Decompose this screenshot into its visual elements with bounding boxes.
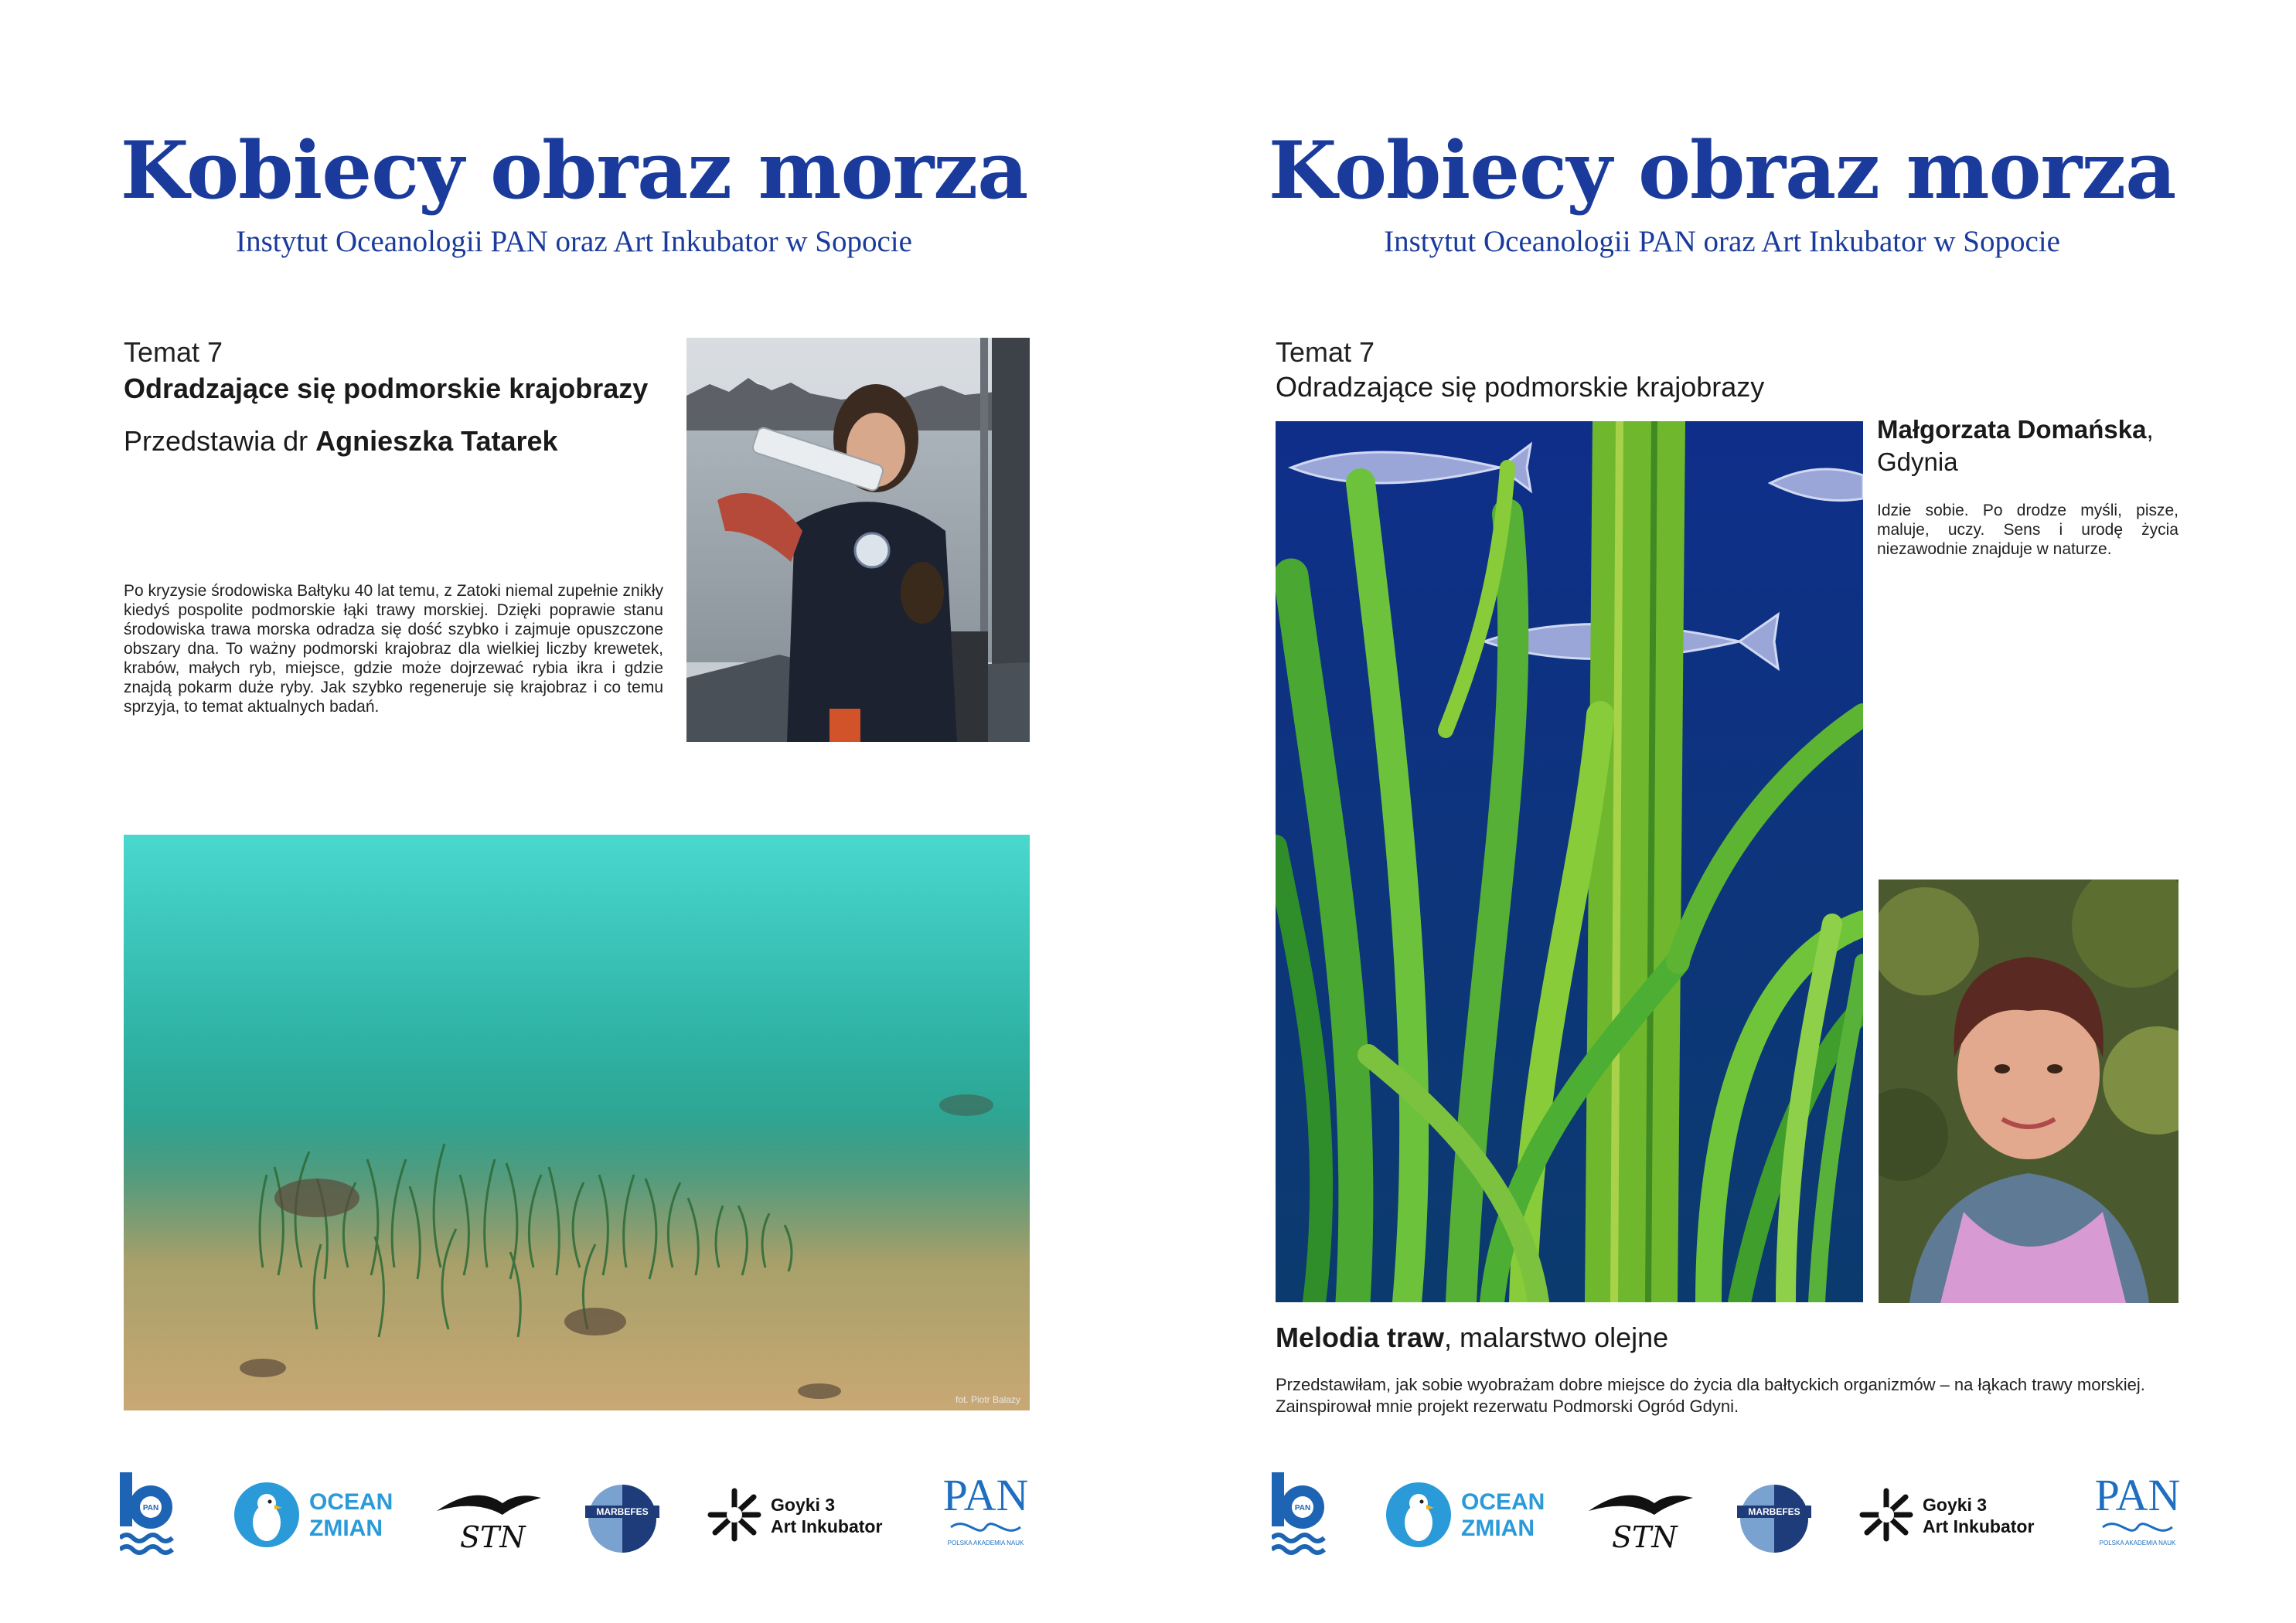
- marbefes-logo: [1736, 1476, 1813, 1553]
- pan-logo-caption: POLSKA AKADEMIA NAUK: [2099, 1540, 2176, 1546]
- marbefes-logo-text: MARBEFES: [596, 1506, 649, 1517]
- topic-title: Odradzające się podmorskie krajobrazy: [1276, 371, 1765, 403]
- artist-portrait: [1879, 880, 2178, 1303]
- presenter-prefix: Przedstawia dr: [124, 425, 316, 457]
- stn-logo-text: STN: [460, 1520, 526, 1553]
- page-subtitle: Instytut Oceanologii PAN oraz Art Inkubator w Sopocie: [1384, 225, 2060, 258]
- page-title: Kobiecy obraz morza: [120, 124, 1028, 217]
- presenter-line: [124, 425, 558, 458]
- stn-logo: [429, 1476, 545, 1553]
- goyki-art-inkubator-logo: [1859, 1488, 2060, 1550]
- painting-melodia-traw: [1276, 421, 1863, 1302]
- artist-name: Małgorzata Domańska: [1877, 415, 2147, 444]
- iopan-logo-text: PAN: [1294, 1504, 1311, 1512]
- iopan-logo: [1272, 1472, 1326, 1557]
- topic-number: Temat 7: [124, 336, 223, 368]
- ocean-zmian-line1: OCEAN: [309, 1489, 393, 1515]
- sponsor-logos: [1272, 1468, 2188, 1561]
- artwork-title: Melodia traw: [1276, 1322, 1445, 1353]
- sponsor-logos: [120, 1468, 1036, 1561]
- ocean-zmian-logo: [1384, 1480, 1545, 1550]
- artist-name-comma: ,: [2146, 415, 2154, 444]
- artist-city: Gdynia: [1877, 447, 1958, 476]
- iopan-logo-text: PAN: [142, 1504, 159, 1512]
- pan-logo: [935, 1472, 1036, 1557]
- artwork-description: Przedstawiłam, jak sobie wyobrażam dobre miejsce do życia dla bałtyckich organizmów – na łąkach trawy morskiej. Zainspirował mnie projekt rezerwatu Podmorski Ogród Gdyni.: [1276, 1375, 2145, 1416]
- artist-info: [1877, 413, 2154, 478]
- goyki-art-inkubator-logo: [707, 1488, 908, 1550]
- marbefes-logo: [584, 1476, 661, 1553]
- pan-logo-caption: POLSKA AKADEMIA NAUK: [947, 1540, 1024, 1546]
- topic-number: Temat 7: [1276, 336, 1375, 368]
- page-title: Kobiecy obraz morza: [1268, 124, 2176, 217]
- ocean-zmian-logo: [232, 1480, 393, 1550]
- iopan-logo: [120, 1472, 174, 1557]
- topic-paragraph: Po kryzysie środowiska Bałtyku 40 lat temu, z Zatoki niemal zupełnie znikły kiedyś pospolite podmorskie łąki trawy morskiej. Dzięki poprawie stanu środowiska trawa morska odradza się dość szybko i zajmuje opuszczone obszary dna. To ważny podmorski krajobraz dla wielkiej liczby krewetek, krabów, małych ryb, miejsce, gdzie może dojrzewać rybia ikra i gdzie znajdą pokarm duże ryby. Jak szybko regeneruje się krajobraz i co temu sprzyja, to temat aktualnych badań.: [124, 582, 663, 716]
- goyki-line2: Art Inkubator: [771, 1516, 883, 1536]
- photo-credit: fot. Piotr Balazy: [955, 1394, 1020, 1405]
- goyki-line2: Art Inkubator: [1923, 1516, 2035, 1536]
- page-subtitle: Instytut Oceanologii PAN oraz Art Inkubator w Sopocie: [236, 225, 912, 258]
- seagrass-underwater-photo: [124, 835, 1030, 1410]
- stn-logo-text: STN: [1612, 1520, 1678, 1553]
- pan-logo-text: PAN: [2094, 1470, 2181, 1520]
- marbefes-logo-text: MARBEFES: [1748, 1506, 1800, 1517]
- ocean-zmian-line2: ZMIAN: [309, 1516, 383, 1541]
- pan-logo: [2087, 1472, 2188, 1557]
- pan-logo-text: PAN: [942, 1470, 1029, 1520]
- artwork-caption: [1276, 1322, 1668, 1354]
- scientist-photo: [686, 338, 1030, 742]
- artist-bio: Idzie sobie. Po drodze myśli, pisze, maluje, uczy. Sens i urodę życia niezawodnie znajduje w naturze.: [1877, 502, 2178, 558]
- stn-logo: [1581, 1476, 1697, 1553]
- goyki-line1: Goyki 3: [1923, 1495, 1988, 1515]
- topic-title: Odradzające się podmorskie krajobrazy: [124, 373, 649, 404]
- goyki-line1: Goyki 3: [771, 1495, 836, 1515]
- presenter-name: Agnieszka Tatarek: [315, 425, 558, 457]
- ocean-zmian-line2: ZMIAN: [1461, 1516, 1535, 1541]
- ocean-zmian-line1: OCEAN: [1461, 1489, 1545, 1515]
- right-page: [1148, 0, 2296, 1623]
- artwork-medium: , malarstwo olejne: [1444, 1322, 1669, 1353]
